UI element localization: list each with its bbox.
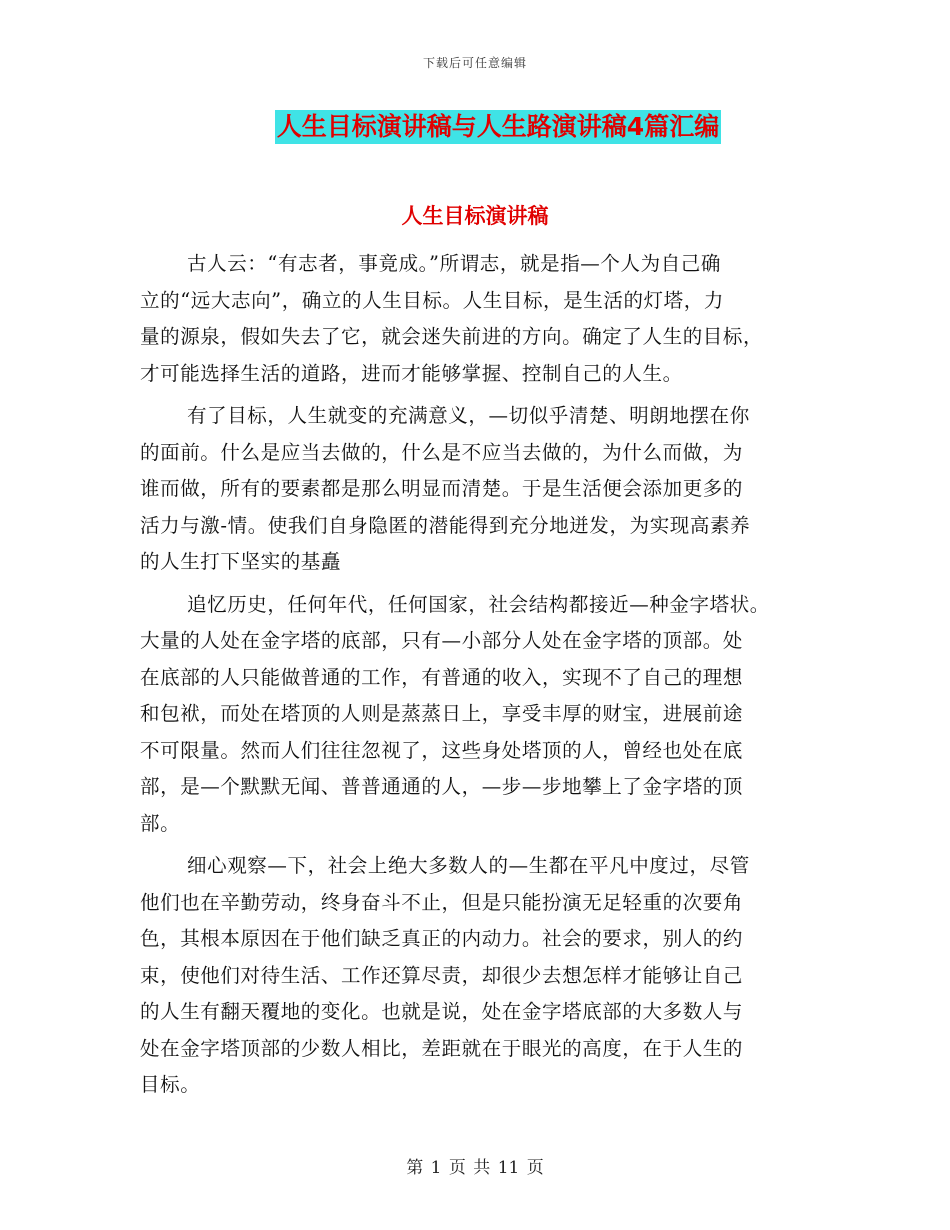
text-line: 色，其根本原因在于他们缺乏真正的内动力。社会的要求，别人的约	[140, 927, 744, 950]
document-title: 人生目标演讲稿与人生路演讲稿4篇汇编	[275, 110, 721, 144]
text-line: 大量的人处在金字塔的底部，只有—小部分人处在金字塔的顶部。处	[140, 629, 744, 652]
text-line: 的人生有翻天覆地的变化。也就是说，处在金字塔底部的大多数人与	[140, 1000, 744, 1023]
paragraph	[140, 398, 840, 581]
text-line: 束，使他们对待生活、工作还算尽责，却很少去想怎样才能够让自己	[140, 963, 744, 987]
text-line: 活力与激-情。使我们自身隐匿的潜能得到充分地迸发，为实现高素养	[140, 513, 751, 537]
text-line: 才可能选择生活的道路，进而才能够掌握、控制自己的人生。	[140, 361, 683, 385]
text-line: 有了目标，人生就变的充满意义，—切似乎清楚、明朗地摆在你	[187, 404, 750, 427]
text-line: 谁而做，所有的要素都是那么明显而清楚。于是生活便会添加更多的	[140, 477, 744, 500]
text-line: 追忆历史，任何年代，任何国家，社会结构都接近—种金字塔状。	[187, 592, 770, 616]
paragraph	[140, 246, 840, 392]
text-line: 目标。	[140, 1073, 201, 1096]
page-indicator: 第 1 页 共 11 页	[406, 1158, 544, 1178]
paragraph	[140, 848, 840, 1104]
text-line: 细心观察—下，社会上绝大多数人的—生都在平凡中度过，尽管	[187, 854, 750, 877]
paragraph	[140, 587, 840, 843]
text-line: 立的“远大志向”，确立的人生目标。人生目标，是生活的灯塔，力	[140, 288, 724, 312]
page-header-note: 下载后可任意编辑	[422, 56, 527, 70]
text-line: 的人生打下坚实的基矗	[140, 550, 342, 573]
text-line: 处在金字塔顶部的少数人相比，差距就在于眼光的高度，在于人生的	[140, 1036, 744, 1060]
text-line: 在底部的人只能做普通的工作，有普通的收入，实现不了自己的理想	[140, 665, 744, 689]
text-line: 部，是—个默默无闻、普普通通的人，—步—步地攀上了金字塔的顶	[140, 775, 744, 798]
text-line: 他们也在辛勤劳动，终身奋斗不止，但是只能扮演无足轻重的次要角	[140, 890, 744, 914]
text-line: 不可限量。然而人们往往忽视了，这些身处塔顶的人，曾经也处在底	[140, 738, 744, 762]
text-line: 的面前。什么是应当去做的，什么是不应当去做的，为什么而做，为	[140, 440, 744, 464]
document-title-container	[0, 110, 950, 144]
text-line: 和包袱，而处在塔顶的人则是蒸蒸日上，享受丰厚的财宝，进展前途	[140, 702, 744, 725]
text-line: 部。	[140, 811, 181, 835]
text-line: 古人云：“有志者，事竟成。”所谓志，就是指—个人为自己确	[187, 252, 721, 275]
document-body	[140, 246, 840, 1110]
text-line: 量的源泉，假如失去了它，就会迷失前进的方向。确定了人生的目标，	[140, 325, 764, 348]
section-title: 人生目标演讲稿	[401, 204, 549, 228]
